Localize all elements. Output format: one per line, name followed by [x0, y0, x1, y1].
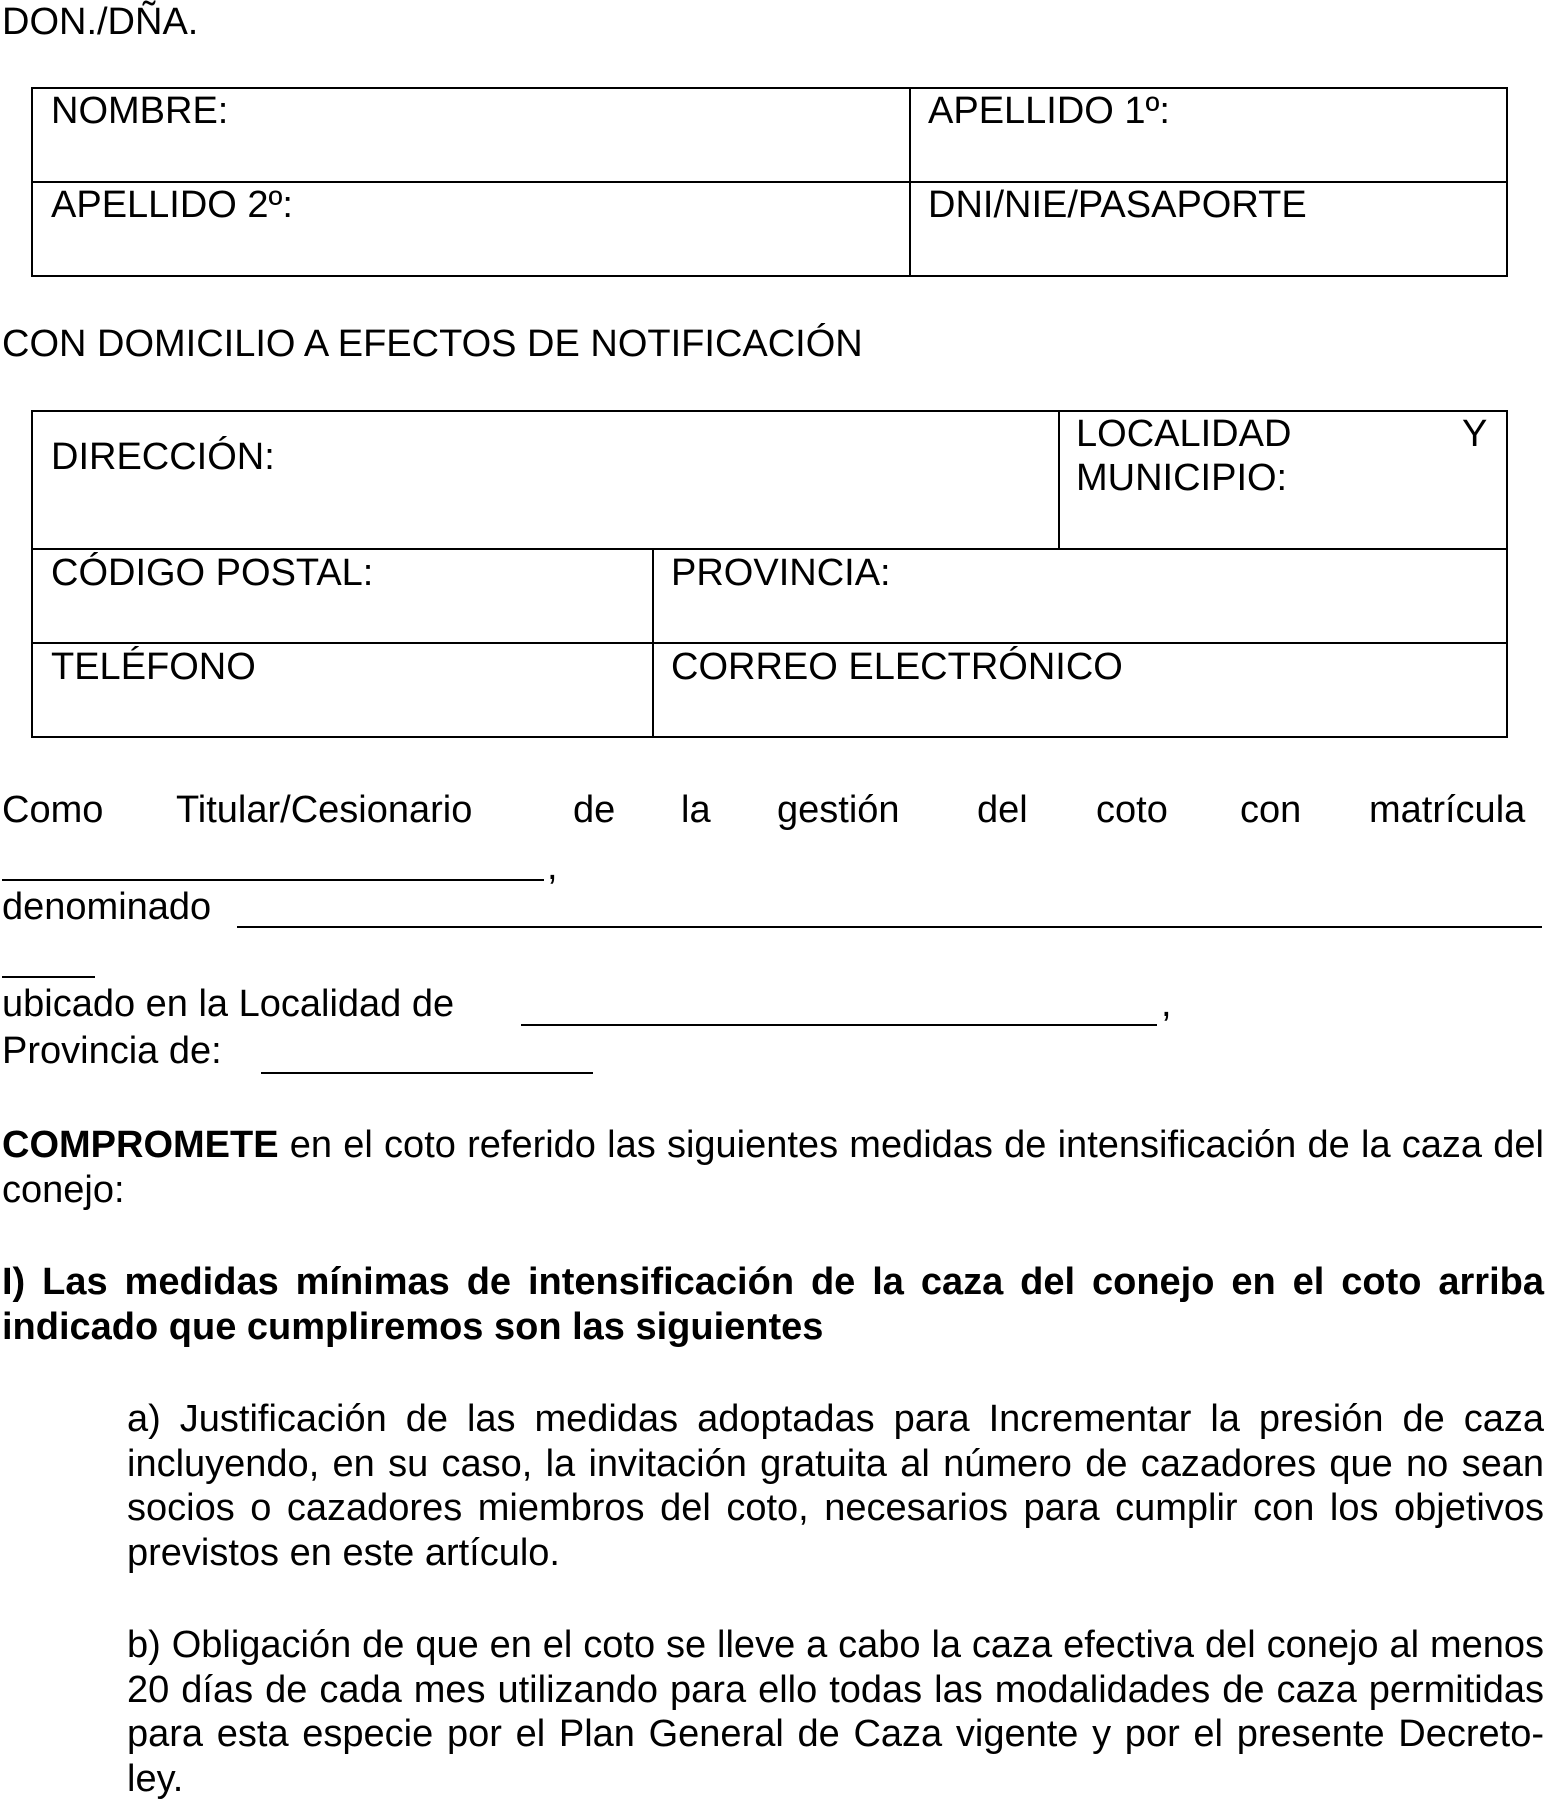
codigo-postal-label: CÓDIGO POSTAL:	[51, 552, 374, 594]
table-divider	[909, 87, 911, 277]
comma: ,	[547, 846, 558, 888]
municipio-label: MUNICIPIO:	[1076, 457, 1288, 499]
table-divider	[1058, 410, 1060, 550]
telefono-label: TELÉFONO	[51, 646, 256, 688]
word-con: con	[1240, 789, 1302, 831]
localidad-label: LOCALIDAD	[1076, 413, 1292, 455]
provincia-label: PROVINCIA:	[671, 552, 891, 594]
provincia-de-label: Provincia de:	[2, 1030, 222, 1072]
word-matricula: matrícula	[1369, 789, 1526, 831]
ubicado-label: ubicado en la Localidad de	[2, 983, 455, 1025]
comma: ,	[1161, 983, 1172, 1025]
word-titular: Titular/Cesionario	[176, 789, 473, 831]
compromete-text: en el coto referido las siguientes medidas de intensificación de la caza del conejo:	[2, 1124, 1544, 1211]
table-divider	[31, 642, 1508, 644]
salutation-prefix: DON./DÑA.	[2, 1, 199, 43]
denominado-label: denominado	[2, 886, 212, 928]
direccion-label: DIRECCIÓN:	[51, 436, 275, 478]
denominado-blank	[237, 926, 1542, 928]
item-b: b) Obligación de que en el coto se lleve a cabo la caza efectiva del conejo al menos 20 días de cada mes utilizando para ello todas las modalidades de caza permitidas para esta especie por el Plan General de Caza vigente y por el presente Decreto-ley.	[127, 1624, 1544, 1800]
localidad-y: Y	[1462, 413, 1488, 455]
apellido1-label: APELLIDO 1º:	[928, 90, 1170, 132]
item-a: a) Justificación de las medidas adoptadas para Incrementar la presión de caza incluyendo, en su caso, la invitación gratuita al número de cazadores que no sean socios o cazadores miembros del coto, necesarios para cumplir con los objetivos previstos en este artículo.	[127, 1398, 1544, 1574]
matricula-blank	[2, 879, 544, 881]
word-gestion: gestión	[777, 789, 900, 831]
word-la: la	[681, 789, 711, 831]
word-coto: coto	[1096, 789, 1168, 831]
nombre-label: NOMBRE:	[51, 90, 229, 132]
provincia-blank	[261, 1072, 593, 1074]
compromete-paragraph	[2, 1123, 1544, 1212]
denominado-blank-cont	[2, 976, 95, 978]
word-de: de	[573, 789, 616, 831]
dni-label: DNI/NIE/PASAPORTE	[928, 184, 1307, 226]
word-como: Como	[2, 789, 104, 831]
section-1-title: I) Las medidas mínimas de intensificación de la caza del conejo en el coto arriba indicado que cumpliremos son las siguientes	[2, 1261, 1544, 1348]
correo-label: CORREO ELECTRÓNICO	[671, 646, 1123, 688]
compromete-bold: COMPROMETE	[2, 1124, 279, 1166]
table-divider	[31, 548, 1508, 550]
localidad-blank	[521, 1024, 1157, 1026]
apellido2-label: APELLIDO 2º:	[51, 184, 293, 226]
domicilio-heading: CON DOMICILIO A EFECTOS DE NOTIFICACIÓN	[2, 323, 863, 365]
word-del: del	[977, 789, 1028, 831]
